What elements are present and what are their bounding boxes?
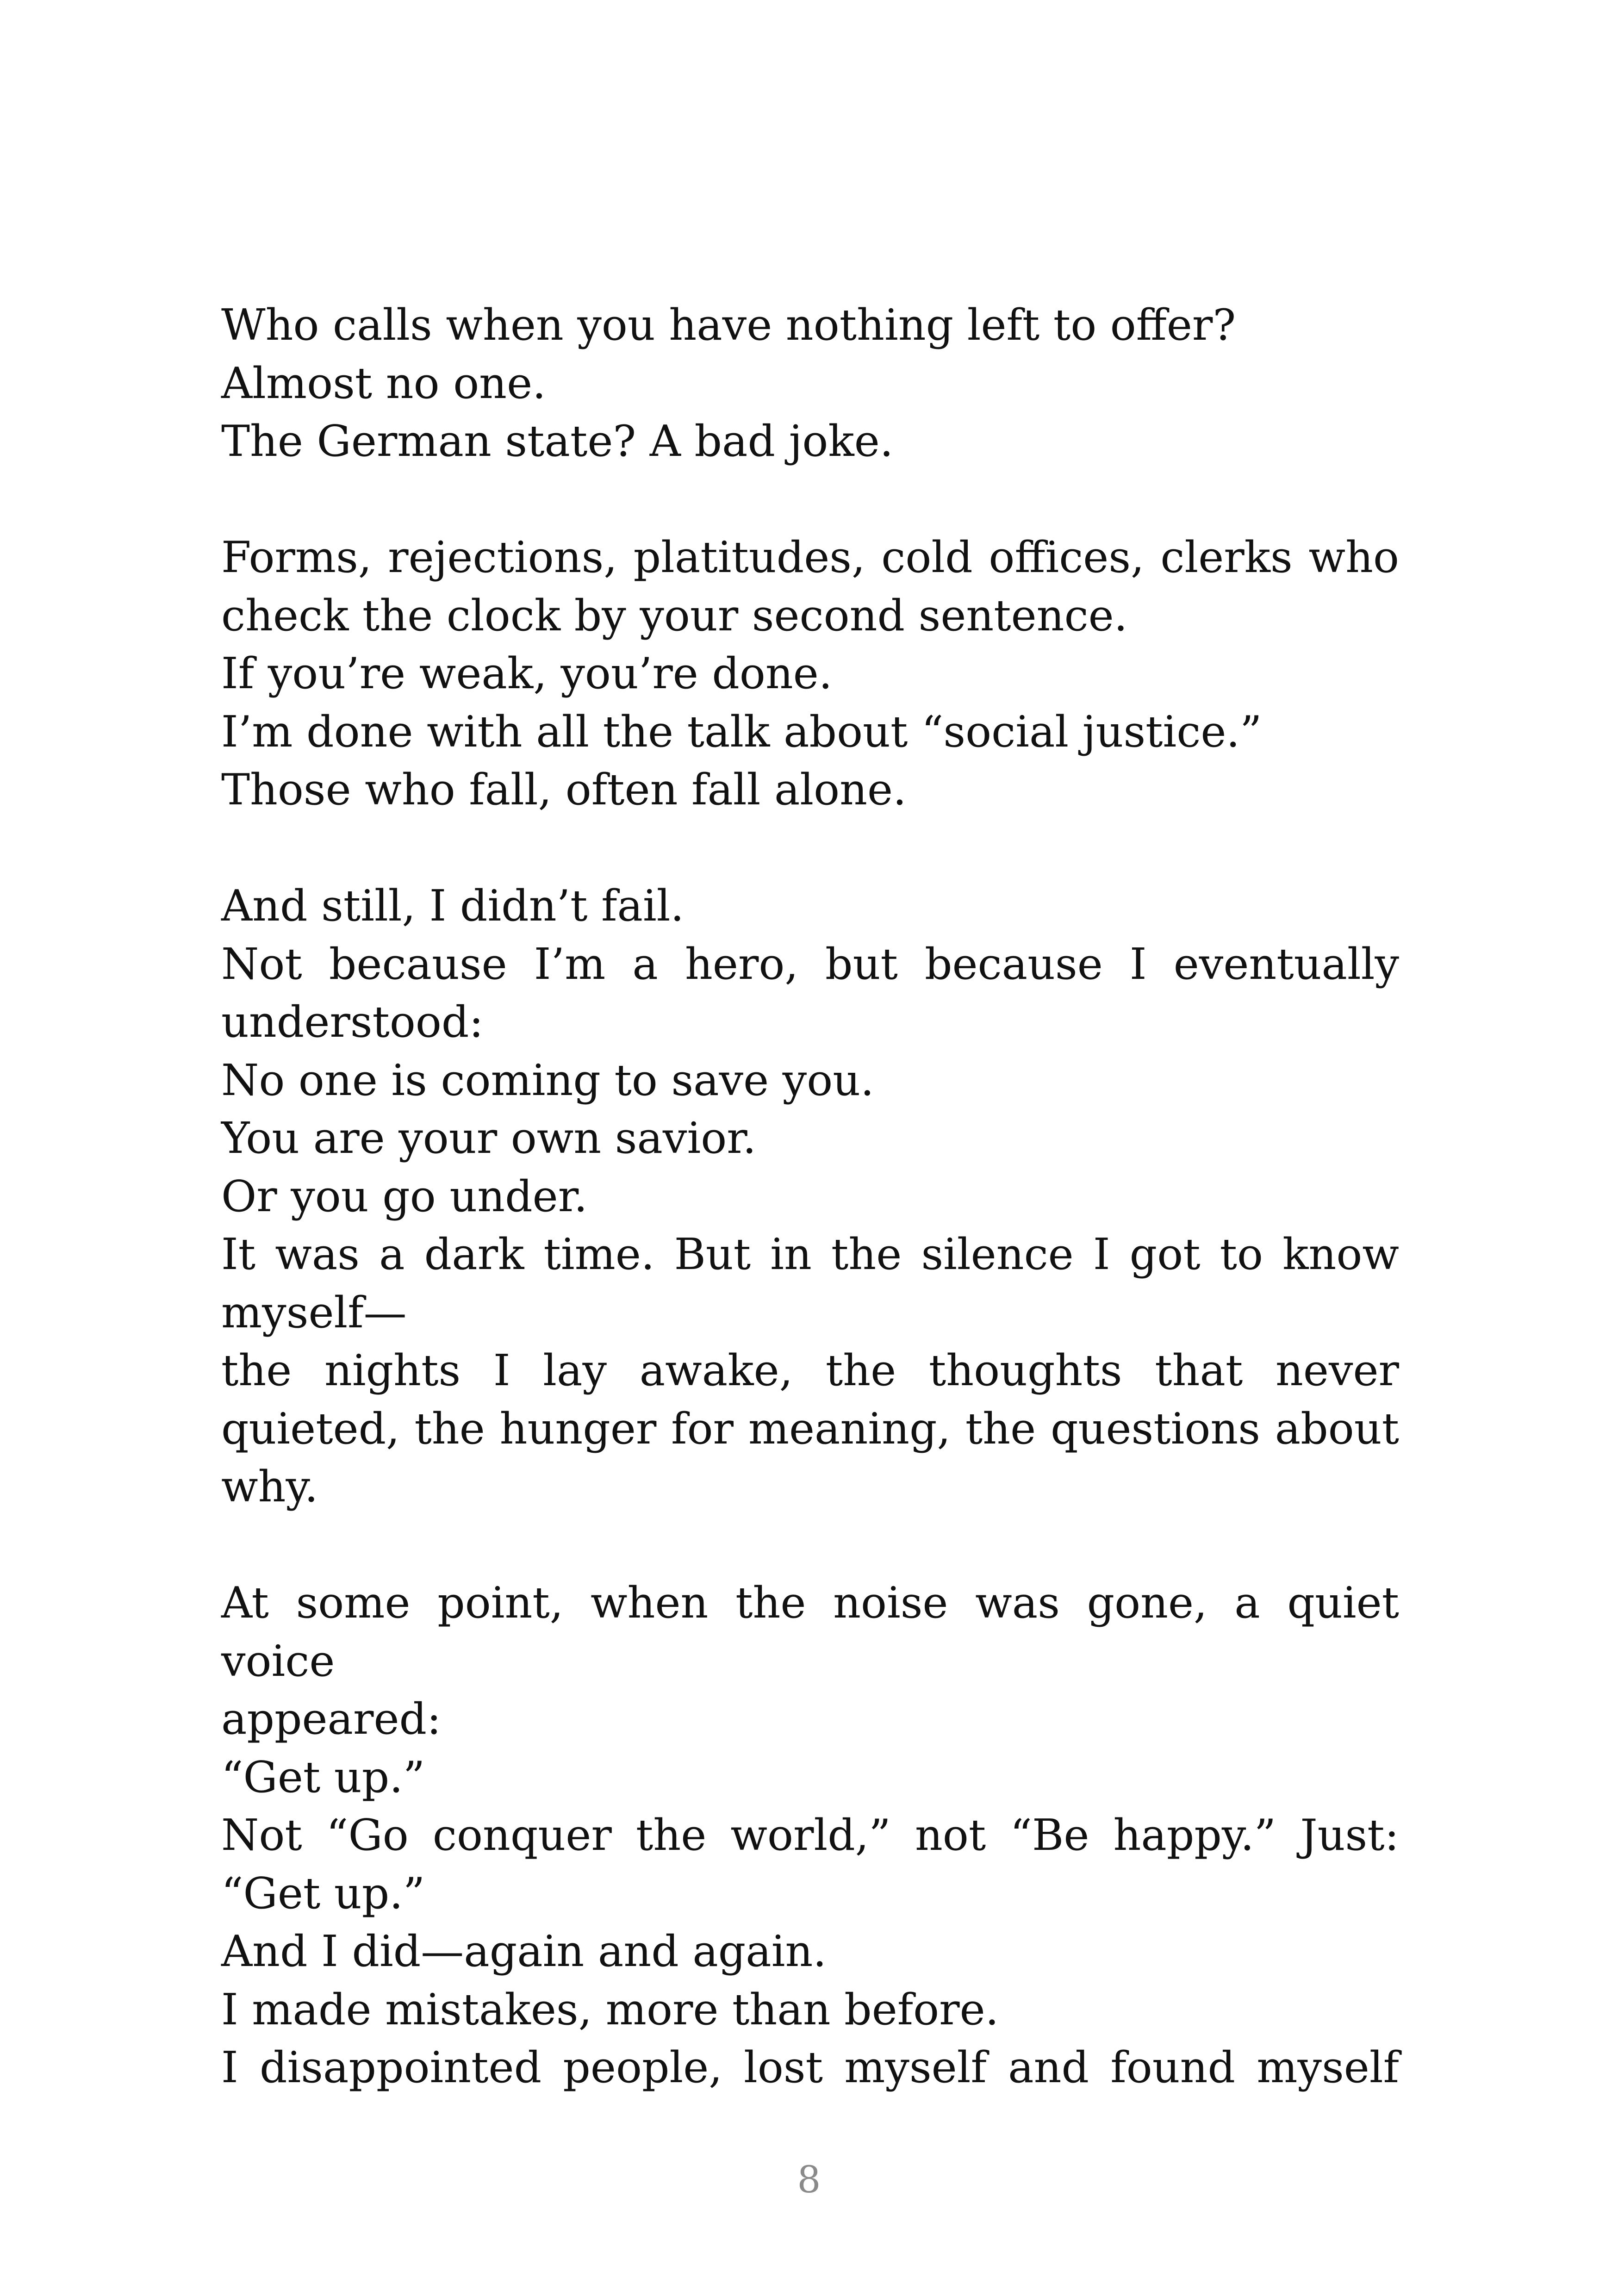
text-line: No one is coming to save you. <box>221 1055 874 1105</box>
text-line: The German state? A bad joke. <box>221 416 894 466</box>
text-line: appeared: <box>221 1694 442 1744</box>
text-line: Who calls when you have nothing left to offer? <box>221 300 1236 350</box>
text-line: Or you go under. <box>221 1171 588 1221</box>
text-line: “Get up.” <box>221 1752 425 1802</box>
text-line: At some point, when the noise was gone, a quiet voice <box>221 1578 1399 1686</box>
text-line: If you’re weak, you’re done. <box>221 648 833 698</box>
text-line: why. <box>221 1462 318 1512</box>
text-line: Almost no one. <box>221 358 546 408</box>
text-line: Not “Go conquer the world,” not “Be happy.” Just: <box>221 1810 1399 1860</box>
text-line: “Get up.” <box>221 1868 425 1918</box>
text-line: myself— <box>221 1287 407 1338</box>
text-line: understood: <box>221 997 484 1047</box>
page-number: 8 <box>797 2158 821 2201</box>
text-line: Forms, rejections, platitudes, cold offices, clerks who <box>221 532 1399 582</box>
paragraph <box>221 877 1399 1516</box>
text-line: Those who fall, often fall alone. <box>221 765 907 815</box>
text-line: the nights I lay awake, the thoughts that never <box>221 1345 1399 1395</box>
text-line: I disappointed people, lost myself and found myself <box>221 2042 1399 2092</box>
text-line: And I did—again and again. <box>221 1926 827 1976</box>
paragraph <box>221 1574 1399 2097</box>
text-line: And still, I didn’t fail. <box>221 881 685 931</box>
text-line: Not because I’m a hero, but because I eventually <box>221 939 1399 989</box>
text-line: You are your own savior. <box>221 1113 757 1163</box>
text-line: check the clock by your second sentence. <box>221 590 1128 641</box>
text-line: I’m done with all the talk about “social justice.” <box>221 706 1262 757</box>
paragraph <box>221 529 1399 819</box>
body-text <box>221 296 1399 2097</box>
text-line: quieted, the hunger for meaning, the questions about <box>221 1403 1399 1454</box>
text-line: It was a dark time. But in the silence I got to know <box>221 1229 1399 1279</box>
text-line: I made mistakes, more than before. <box>221 1984 999 2035</box>
paragraph <box>221 296 1399 471</box>
